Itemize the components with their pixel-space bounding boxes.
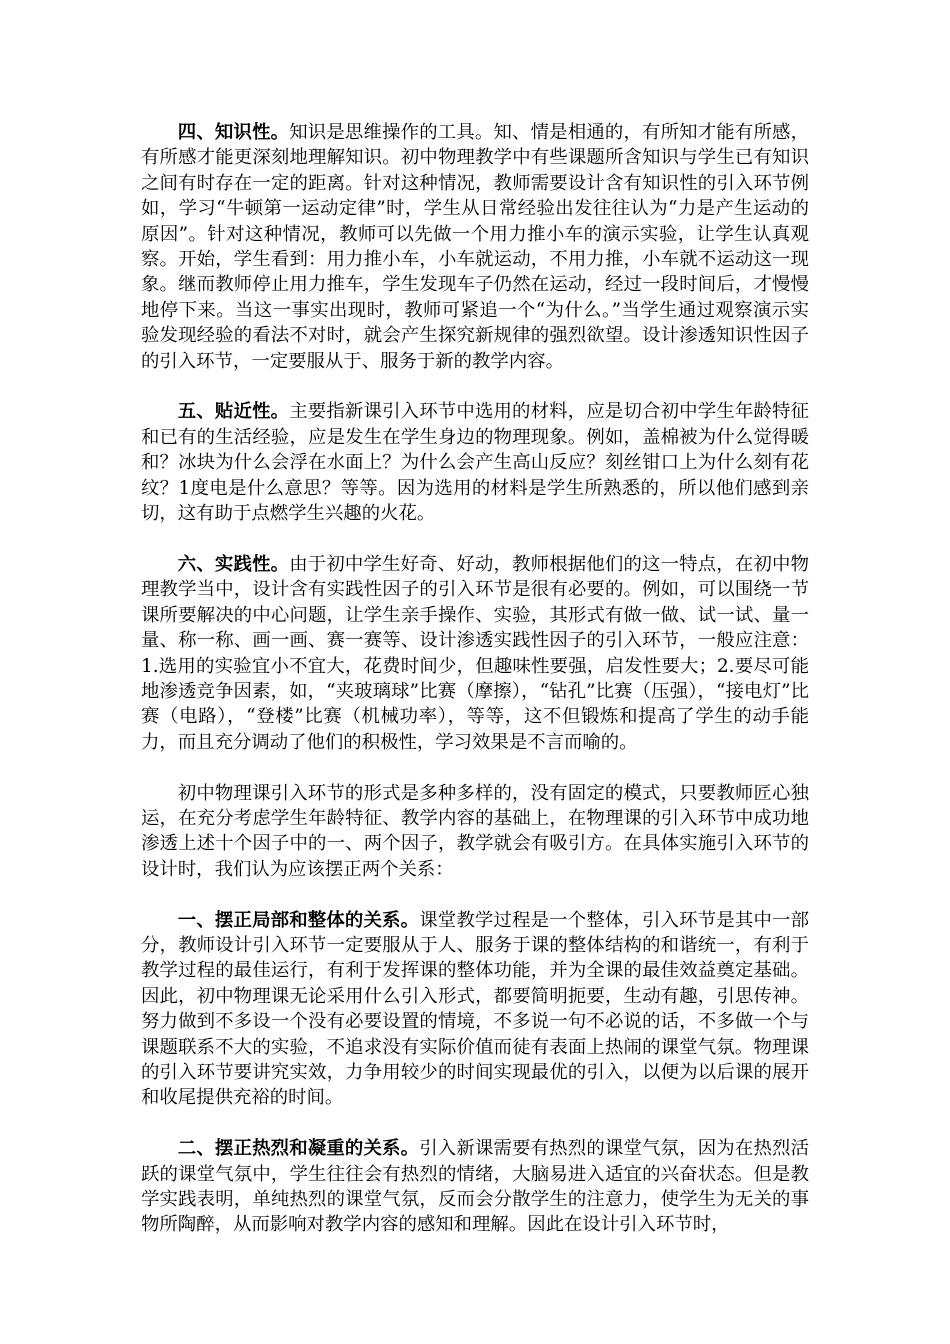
paragraph-warm-solemn <box>141 1136 809 1238</box>
paragraph-heading: 六、实践性。 <box>177 553 290 575</box>
paragraph-text: 课堂教学过程是一个整体，引入环节是其中一部分，教师设计引入环节一定要服从于人、服务于课的整体结构的和谐统一，有利于教学过程的最佳运行，有利于发挥课的整体功能，并为全课的最佳效益奠定基础。因此，初中物理课无论采用什么引入形式，都要简明扼要，生动有趣，引思传神。努力做到不多设一个没有必要设置的情境，不多说一句不必说的话，不多做一个与课题联系不大的实验，不追求没有实际价值而徒有表面上热闹的课堂气氛。物理课的引入环节要讲究实效，力争用较少的时间实现最优的引入，以便为以后课的展开和收尾提供充裕的时间。 <box>141 909 809 1109</box>
paragraph-heading: 五、贴近性。 <box>177 401 290 423</box>
paragraph-part-whole <box>141 908 809 1111</box>
paragraph-text: 主要指新课引入环节中选用的材料，应是切合初中学生年龄特征和已有的生活经验，应是发生在学生身边的物理现象。例如，盖棉被为什么觉得暖和？冰块为什么会浮在水面上？为什么会产生高山反应？刻丝钳口上为什么刻有花纹？1度电是什么意思？等等。因为选用的材料是学生所熟悉的，所以他们感到亲切，这有助于点燃学生兴趣的火花。 <box>141 401 809 525</box>
paragraph-heading: 二、摆正热烈和凝重的关系。 <box>177 1138 420 1160</box>
paragraph-text: 初中物理课引入环节的形式是多种多样的，没有固定的模式，只要教师匠心独运，在充分考虑学生年龄特征、教学内容的基础上，在物理课的引入环节中成功地渗透上述十个因子中的一、两个因子，教学就会有吸引方。在具体实施引入环节的设计时，我们认为应该摆正两个关系： <box>141 782 809 880</box>
paragraph-text: 引入新课需要有热烈的课堂气氛，因为在热烈活跃的课堂气氛中，学生往往会有热烈的情绪，大脑易进入适宜的兴奋状态。但是教学实践表明，单纯热烈的课堂气氛，反而会分散学生的注意力，使学生为无关的事物所陶醉，从而影响对教学内容的感知和理解。因此在设计引入环节时， <box>141 1138 809 1236</box>
paragraph-summary <box>141 781 809 883</box>
paragraph-heading: 一、摆正局部和整体的关系。 <box>177 909 420 931</box>
paragraph-practice <box>141 552 809 755</box>
paragraph-text: 知识是思维操作的工具。知、情是相通的，有所知才能有所感，有所感才能更深刻地理解知识。初中物理教学中有些课题所含知识与学生已有知识之间有时存在一定的距离。针对这种情况，教师需要设计含有知识性的引入环节例如，学习“牛顿第一运动定律”时，学生从日常经验出发往往认为“力是产生运动的原因”。针对这种情况，教师可以先做一个用力推小车的演示实验，让学生认真观察。开始，学生看到：用力推小车，小车就运动，不用力推，小车就不运动这一现象。继而教师停止用力推车，学生发现车子仍然在运动，经过一段时间后，才慢慢地停下来。当这一事实出现时，教师可紧追一个“为什么。”当学生通过观察演示实验发现经验的看法不对时，就会产生探究新规律的强烈欲望。设计渗透知识性因子的引入环节，一定要服从于、服务于新的教学内容。 <box>141 122 809 372</box>
paragraph-heading: 四、知识性。 <box>177 122 290 143</box>
paragraph-closeness <box>141 399 809 526</box>
paragraph-text: 由于初中学生好奇、好动，教师根据他们的这一特点，在初中物理教学当中，设计含有实践性因子的引入环节是很有必要的。例如，可以围绕一节课所要解决的中心问题，让学生亲手操作、实验，其形式有做一做、试一试、量一量、称一称、画一画、赛一赛等、设计渗透实践性因子的引入环节，一般应注意：1.选用的实验宜小不宜大，花费时间少，但趣味性要强，启发性要大；2.要尽可能地渗透竞争因素，如，“夹玻璃球”比赛（摩擦），“钻孔”比赛（压强），“接电灯”比赛（电路），“登楼”比赛（机械功率），等等，这不但锻炼和提高了学生的动手能力，而且充分调动了他们的积极性，学习效果是不言而喻的。 <box>141 553 809 753</box>
document-page <box>141 120 809 1263</box>
paragraph-knowledge <box>141 120 809 374</box>
